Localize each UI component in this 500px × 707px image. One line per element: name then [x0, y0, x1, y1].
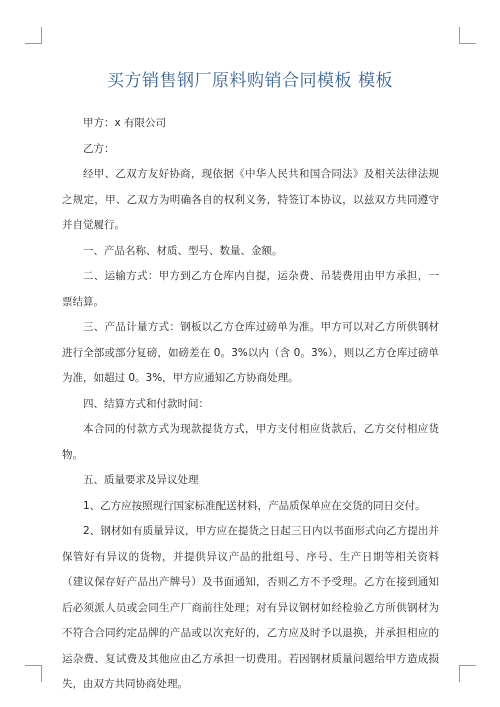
document-body	[62, 111, 439, 698]
crop-mark-bottom-right	[459, 665, 476, 682]
clause-4-heading: 四、结算方式和付款时间：	[83, 397, 209, 410]
preamble-paragraph: 经甲、乙双方友好协商，现依据《中华人民共和国合同法》及相关法律法规之规定，甲、乙双方为明确各自的权利义务，特签订本协议，以兹双方共同遵守并自觉履行。	[62, 168, 439, 231]
clause-3-paragraph: 三、产品计量方式：钢板以乙方仓库过磅单为准。甲方可以对乙方所供钢材进行全部或部分复磅，如磅差在 0。3%以内（含 0。3%），则以乙方仓库过磅单为准，如超过 0。3%，甲方应通知乙方协商处理。	[62, 321, 439, 384]
clause-5-item-2: 2、钢材如有质量异议，甲方应在提货之日起三日内以书面形式向乙方提出并保管好有异议的货物，并提供异议产品的批组号、序号、生产日期等相关资料（建议保存好产品出产牌号）及书面通知，否则乙方不予受理。乙方在接到通知后必须派人员或会同生产厂商前往处理；对有异议钢材如经检验乙方所供钢材为不符合合同约定品牌的产品或以次充好的，乙方应及时予以退换，并承担相应的运杂费、复试费及其他应由乙方承担一切费用。若因钢材质量问题给甲方造成损失，由双方共同协商处理。	[62, 525, 439, 690]
clause-4-paragraph: 本合同的付款方式为现款提货方式，甲方支付相应货款后，乙方交付相应货物。	[62, 423, 439, 461]
clause-1-heading: 一、产品名称、材质、型号、数量、金额。	[83, 244, 283, 257]
crop-mark-top-right	[459, 27, 476, 44]
clause-2-paragraph: 二、运输方式：甲方到乙方仓库内自提，运杂费、吊装费用由甲方承担，一票结算。	[62, 270, 439, 308]
party-b-line: 乙方：	[83, 142, 115, 155]
crop-mark-bottom-left	[25, 665, 42, 682]
document-title: 买方销售钢厂原料购销合同模板 模板	[107, 71, 393, 91]
clause-5-item-1: 1、乙方应按照现行国家标准配送材料，产品质保单应在交货的同日交付。	[83, 499, 426, 512]
party-a-line: 甲方：x 有限公司	[83, 117, 167, 129]
clause-5-heading: 五、质量要求及异议处理	[83, 474, 199, 486]
crop-mark-top-left	[25, 27, 42, 44]
